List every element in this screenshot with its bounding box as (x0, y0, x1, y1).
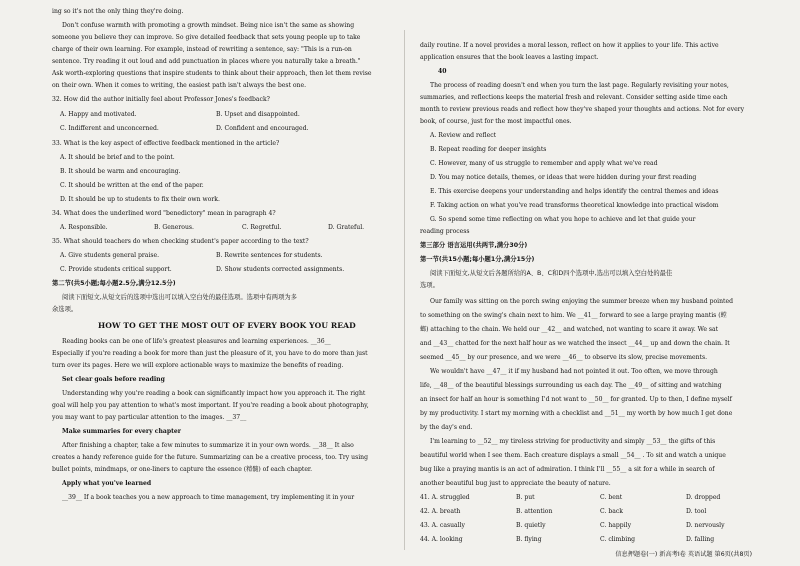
article-line: bullet points, mindmaps, or one-liners to capture the essence (精髓) of each chapter. (52, 466, 313, 473)
article-line: turn over its pages. Here we will explore actionable ways to maximize the benefits of reading. (52, 362, 344, 369)
q41-option-c[interactable]: C. bent (600, 494, 623, 501)
question-33-stem: 33. What is the key aspect of effective feedback mentioned in the article? (52, 140, 280, 147)
q44-option-c[interactable]: C. climbing (600, 536, 636, 543)
article-line: __39__ If a book teaches you a new approach to time management, try implementing it in your (62, 494, 355, 501)
article-line: The process of reading doesn't end when you turn the last page. Regularly revisiting your notes, (430, 82, 729, 89)
article-line: book, of course, just for the most impactful ones. (420, 118, 572, 125)
intro-line: someone you believe they can improve. So give detailed feedback that sets young people up to take (52, 34, 361, 41)
q34-option-d[interactable]: D. Grateful. (328, 224, 365, 231)
q33-option-c[interactable]: C. It should be written at the end of the paper. (60, 182, 204, 189)
cloze-line: to something on the swing's chain next to him. We __41__ forward to see a large praying mantis (螳 (420, 312, 727, 319)
question-35-stem: 35. What should teachers do when checking student's paper according to the text? (52, 238, 309, 245)
q32-option-d[interactable]: D. Confident and encouraged. (216, 125, 309, 132)
article-line: After finishing a chapter, take a few minutes to summarize it in your own words. __38__ It also (62, 442, 354, 449)
section-heading: 第二节(共5小题;每小题2.5分,满分12.5分) (52, 280, 176, 287)
article-line: Reading books can be one of life's greatest pleasures and learning experiences. __36__ (62, 338, 331, 345)
q33-option-d[interactable]: D. It should be up to students to fix their own work. (60, 196, 220, 203)
intro-line: charge of their own learning. For example, instead of rewriting a sentence, say: "This is a run-on (52, 46, 352, 53)
subheading: Make summaries for every chapter (62, 428, 182, 435)
article-line: Understanding why you're reading a book can significantly impact how you approach it. The right (62, 390, 366, 397)
article-line: creates a handy reference guide for the future. Summarizing can be a creative process, too. Try using (52, 454, 368, 461)
article-line: summaries, and reflections keeps the material fresh and relevant. Consider setting aside time each (420, 94, 728, 101)
q44-option-d[interactable]: D. falling (686, 536, 715, 543)
article-line: you may want to pay particular attention to the images. __37__ (52, 414, 247, 421)
cloze-line: bug like a praying mantis is an act of admiration. I think I'll __55__ a sit for a while in search of (420, 466, 715, 473)
q32-option-b[interactable]: B. Upset and disappointed. (216, 111, 300, 118)
cloze-line: We wouldn't have __47__ it if my husband had not pointed it out. Too often, we move through (430, 368, 718, 375)
column-divider (404, 30, 405, 550)
intro-line: Ask worth-exploring questions that inspire students to think about their approach, then let them revise (52, 70, 372, 77)
q43-option-b[interactable]: B. quietly (516, 522, 546, 529)
section1-heading: 第一节(共15小题;每小题1分,满分15分) (420, 256, 535, 263)
cloze-line: seemed __45__ by our presence, and we were __46__ to observe its slow, precise movements. (420, 354, 708, 361)
cloze-line: by my productivity. I start my morning with a checklist and __51__ my worth by how much I get done (420, 410, 733, 417)
q35-option-c[interactable]: C. Provide students critical support. (60, 266, 172, 273)
choice-d[interactable]: D. You may notice details, themes, or ideas that were hidden during your first reading (430, 174, 697, 181)
choice-c[interactable]: C. However, many of us struggle to remember and apply what we've read (430, 160, 658, 167)
choice-f[interactable]: F. Taking action on what you've read transforms theoretical knowledge into practical wisdom (430, 202, 719, 209)
subheading: Apply what you've learned (62, 480, 152, 487)
question-32-stem: 32. How did the author initially feel about Professor Jones's feedback? (52, 96, 270, 103)
article-title: HOW TO GET THE MOST OUT OF EVERY BOOK YOU READ (98, 321, 356, 330)
cloze-line: by the day's end. (420, 424, 473, 431)
intro-line: ing so it's not the only thing they're doing. (52, 8, 184, 15)
page-footer: 信息押题卷(一) 新高考Ⅰ卷 英语试题 第6页(共8页) (615, 551, 752, 558)
q35-option-b[interactable]: B. Rewrite sentences for students. (216, 252, 323, 259)
q34-option-b[interactable]: B. Generous. (154, 224, 194, 231)
question-34-stem: 34. What does the underlined word "benedictory" mean in paragraph 4? (52, 210, 276, 217)
section1-instruction: 阅读下面短文,从短文后各题所给的A、B、C和D四个选项中,选出可以填入空白处的最佳 (430, 270, 673, 277)
q34-option-a[interactable]: A. Responsible. (60, 224, 108, 231)
q42-option-a[interactable]: 42. A. breath (420, 508, 461, 515)
section-instruction: 阅读下面短文,从短文后的选项中选出可以填入空白处的最佳选项。选项中有两项为多 (62, 294, 297, 301)
article-line: Especially if you're reading a book for more than just the pleasure of it, you have to do more than just (52, 350, 368, 357)
left-column (52, 0, 388, 566)
article-line: daily routine. If a novel provides a moral lesson, reflect on how it applies to your life. This active (420, 42, 719, 49)
q41-option-b[interactable]: B. put (516, 494, 535, 501)
choice-b[interactable]: B. Repeat reading for deeper insights (430, 146, 547, 153)
q32-option-a[interactable]: A. Happy and motivated. (60, 111, 137, 118)
article-line: goal will help you pay attention to what's most important. If you're reading a book about photography, (52, 402, 369, 409)
cloze-line: life, __48__ of the beautiful blessings surrounding us each day. The __49__ of sitting and watching (420, 382, 722, 389)
q41-option-d[interactable]: D. dropped (686, 494, 721, 501)
q42-option-d[interactable]: D. tool (686, 508, 707, 515)
right-column (420, 0, 760, 566)
section1-instruction: 选项。 (420, 282, 439, 289)
q43-option-c[interactable]: C. happily (600, 522, 632, 529)
choice-a[interactable]: A. Review and reflect (430, 132, 497, 139)
article-line: application ensures that the book leaves a lasting impact. (420, 54, 599, 61)
q33-option-a[interactable]: A. It should be brief and to the point. (60, 154, 175, 161)
q44-option-b[interactable]: B. flying (516, 536, 542, 543)
q42-option-b[interactable]: B. attention (516, 508, 553, 515)
intro-line: on their own. When it comes to writing, the easiest path isn't always the best one. (52, 82, 307, 89)
cloze-line: an insect for half an hour is something I'd not want to __50__ for granted. Up to then, I define myself (420, 396, 732, 403)
q44-option-a[interactable]: 44. A. looking (420, 536, 463, 543)
choice-g[interactable]: G. So spend some time reflecting on what you hope to achieve and let that guide your (430, 216, 696, 223)
cloze-line: I'm learning to __52__ my tireless striving for productivity and simply __53__ the gifts of this (430, 438, 716, 445)
q33-option-b[interactable]: B. It should be warm and encouraging. (60, 168, 181, 175)
choice-g-continued: reading process (420, 228, 470, 235)
q43-option-d[interactable]: D. nervously (686, 522, 725, 529)
cloze-line: beautiful world when I see them. Each creature displays a small __54__ . To sit and watch a unique (420, 452, 726, 459)
q35-option-a[interactable]: A. Give students general praise. (60, 252, 160, 259)
cloze-line: Our family was sitting on the porch swing enjoying the summer breeze when my husband pointed (430, 298, 734, 305)
cloze-line: another beautiful bug just to appreciate the beauty of nature. (420, 480, 611, 487)
q35-option-d[interactable]: D. Show students corrected assignments. (216, 266, 345, 273)
section-instruction: 余选项。 (52, 306, 78, 313)
q43-option-a[interactable]: 43. A. casually (420, 522, 465, 529)
subheading: Set clear goals before reading (62, 376, 165, 383)
intro-line: sentence. Try reading it out loud and add punctuation in places where you naturally take a breath." (52, 58, 361, 65)
article-line: month to review previous reads and reflect how they've shaped your thoughts and actions. Not for every (420, 106, 745, 113)
part3-heading: 第三部分 语言运用(共两节,满分30分) (420, 242, 528, 249)
cloze-line: and __43__ chatted for the next half hour as we watched the insect __44__ up and down the chain. It (420, 340, 730, 347)
cloze-line: 螂) attaching to the chain. We held our __42__ and watched, not wanting to scare it away. We sat (420, 326, 719, 333)
q42-option-c[interactable]: C. back (600, 508, 623, 515)
q32-option-c[interactable]: C. Indifferent and unconcerned. (60, 125, 159, 132)
choice-e[interactable]: E. This exercise deepens your understanding and helps identify the central themes and ideas (430, 188, 719, 195)
q41-option-a[interactable]: 41. A. struggled (420, 494, 470, 501)
q34-option-c[interactable]: C. Regretful. (242, 224, 282, 231)
blank-40: 40 (438, 68, 447, 75)
intro-line: Don't confuse warmth with promoting a growth mindset. Being nice isn't the same as showing (62, 22, 355, 29)
